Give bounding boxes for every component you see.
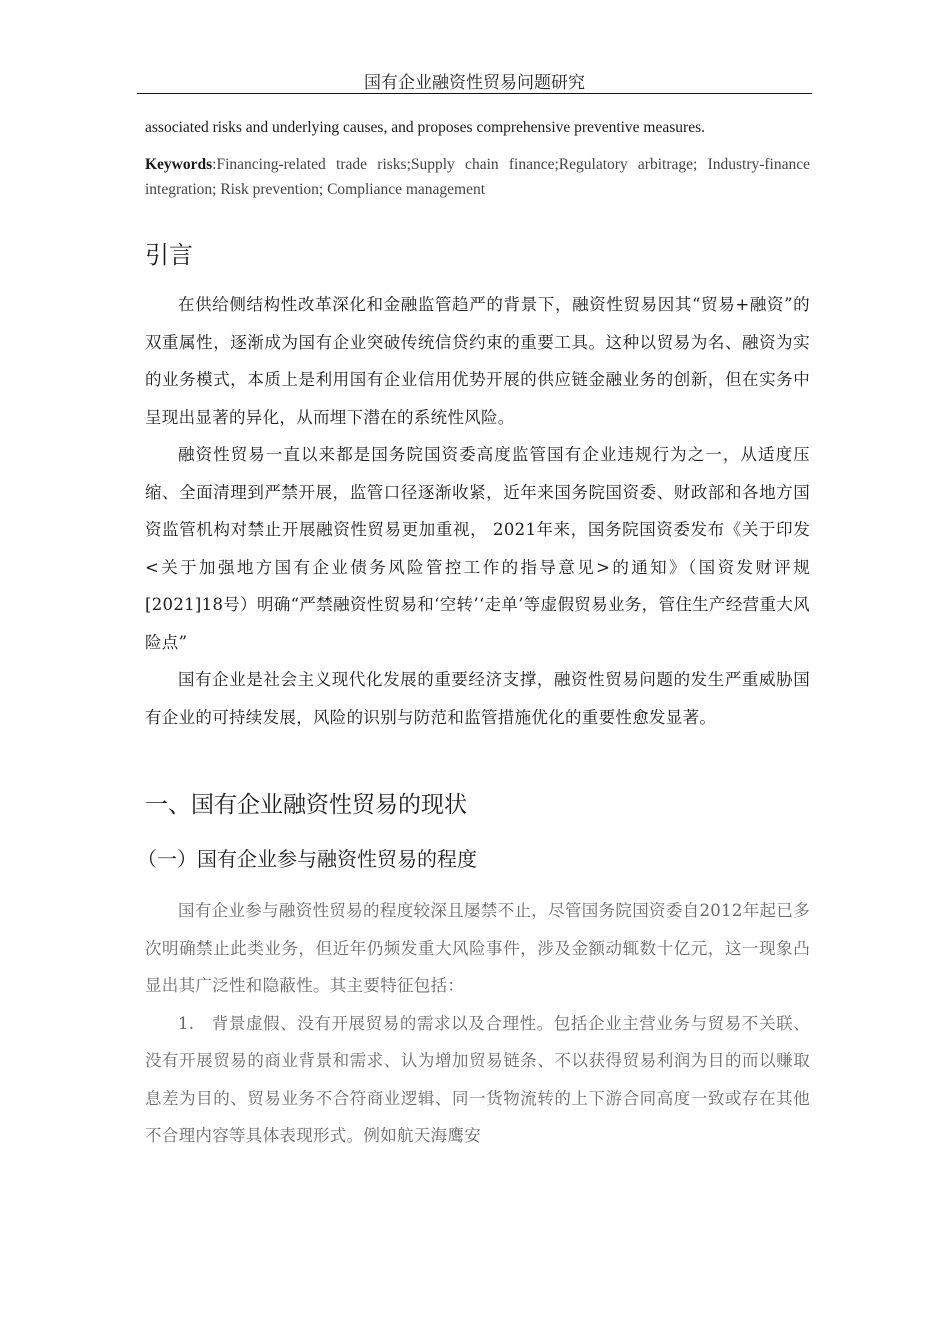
section-paragraph-1: 国有企业参与融资性贸易的程度较深且屡禁不止，尽管国务院国资委自2012年起已多次明确禁止此类业务，但近年仍频发重大风险事件，涉及金额动辄数十亿元，这一现象凸显出其广泛性和隐蔽性。其主要特征包括：: [145, 901, 810, 995]
keywords-label: Keywords: [145, 156, 213, 173]
intro-paragraph-2: 融资性贸易一直以来都是国务院国资委高度监管国有企业违规行为之一，从适度压缩、全面清理到严禁开展，监管口径逐渐收紧，近年来国务院国资委、财政部和各地方国资监管机构对禁止开展融资性贸易更加重视， 2021年来，国务院国资委发布《关于印发<关于加强地方国有企业债务风险管控工作的指导意见>的通知》（国资发财评规[2021]18号）明确“严禁融资性贸易和‘空转’‘走单’等虚假贸易业务，管住生产经营重大风险点”: [145, 445, 810, 652]
subsection-heading: （一）国有企业参与融资性贸易的程度: [137, 847, 477, 871]
intro-paragraph-1: 在供给侧结构性改革深化和金融监管趋严的背景下，融资性贸易因其“贸易+融资”的双重属性，逐渐成为国有企业突破传统信贷约束的重要工具。这种以贸易为名、融资为实的业务模式，本质上是利用国有企业信用优势开展的供应链金融业务的创新，但在实务中呈现出显著的异化，从而埋下潜在的系统性风险。: [145, 295, 810, 427]
header-rule: [137, 93, 812, 94]
keywords: [145, 152, 810, 202]
keywords-text: :Financing-related trade risks;Supply chain finance;Regulatory arbitrage; Industry-finance integration; Risk prevention; Compliance management: [145, 156, 810, 198]
section-heading: 一、国有企业融资性贸易的现状: [145, 792, 467, 818]
abstract-tail: associated risks and underlying causes, and proposes comprehensive preventive measures.: [145, 119, 705, 136]
document-body: [137, 116, 810, 1155]
intro-paragraph-3: 国有企业是社会主义现代化发展的重要经济支撑，融资性贸易问题的发生严重威胁国有企业的可持续发展，风险的识别与防范和监管措施优化的重要性愈发显著。: [145, 670, 810, 727]
section-list-item-1: 1. 背景虚假、没有开展贸易的需求以及合理性。包括企业主营业务与贸易不关联、没有开展贸易的商业背景和需求、认为增加贸易链条、不以获得贸易利润为目的而以赚取息差为目的、贸易业务不合符商业逻辑、同一货物流转的上下游合同高度一致或存在其他不合理内容等具体表现形式。例如航天海鹰安: [145, 1013, 810, 1145]
intro-heading: 引言: [145, 241, 193, 269]
running-header: 国有企业融资性贸易问题研究: [364, 73, 585, 93]
